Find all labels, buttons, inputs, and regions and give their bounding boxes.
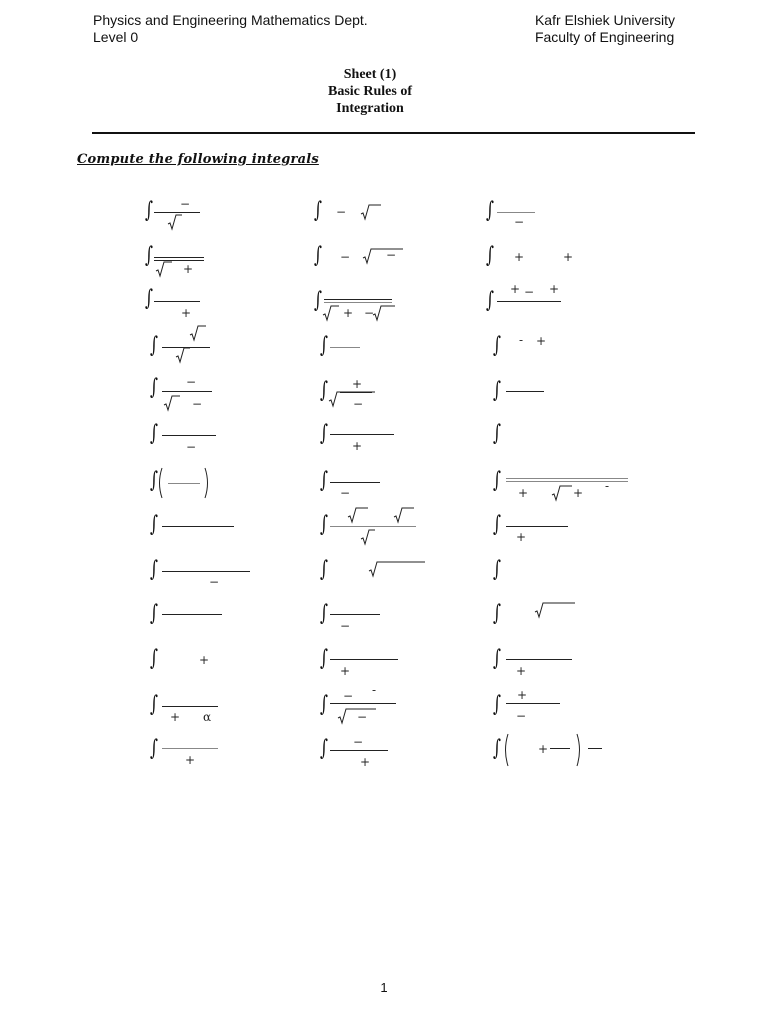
- integral-sign: ∫: [320, 692, 329, 717]
- integral-sign: ∫: [150, 736, 159, 761]
- radical-sign: [394, 508, 414, 522]
- fraction-bar: [324, 299, 392, 300]
- radical-sign: [363, 249, 403, 263]
- plus-glyph: +: [517, 688, 528, 702]
- integral-sign: ∫: [493, 421, 502, 446]
- fraction-bar: [330, 750, 388, 751]
- plus-glyph: +: [536, 334, 547, 348]
- integral-sign: ∫: [150, 557, 159, 582]
- plus-glyph: +: [510, 282, 521, 296]
- minus-glyph: −: [353, 735, 364, 749]
- fraction-bar: [330, 347, 360, 348]
- fraction-bar: [330, 526, 416, 527]
- fraction-bar: [497, 301, 561, 302]
- integral-sign: ∫: [150, 692, 159, 717]
- dash-glyph: -: [519, 333, 524, 347]
- plus-glyph: +: [340, 664, 351, 678]
- sheet-title-line1: Sheet (1): [343, 67, 397, 82]
- faculty-name: Faculty of Engineering: [534, 29, 675, 45]
- fraction-bar: [330, 482, 380, 483]
- integral-sign: ∫: [145, 286, 154, 311]
- integral-sign: ∫: [493, 378, 502, 403]
- minus-glyph: −: [357, 710, 368, 724]
- minus-glyph: −: [340, 486, 351, 500]
- fraction-bar: [506, 526, 568, 527]
- fraction-bar: [506, 391, 544, 392]
- integral-sign: ∫: [320, 601, 329, 626]
- integral-sign: ∫: [320, 736, 329, 761]
- plus-glyph: +: [185, 753, 196, 767]
- sheet-title-line2: Basic Rules of: [328, 84, 412, 99]
- minus-glyph: −: [186, 440, 197, 454]
- fraction-bar: [162, 614, 222, 615]
- fraction-bar: [506, 703, 560, 704]
- fraction-bar: [330, 614, 380, 615]
- integral-sign: ∫: [314, 198, 323, 223]
- minus-glyph: −: [209, 575, 220, 589]
- fraction-bar: [162, 391, 212, 392]
- dash-glyph: -: [372, 683, 377, 697]
- fraction-bar: [506, 481, 628, 482]
- integral-sign: ∫: [493, 736, 502, 761]
- fraction-bar: [330, 659, 398, 660]
- integral-sign: ∫: [145, 243, 154, 268]
- minus-glyph: −: [514, 215, 525, 229]
- integral-sign: ∫: [493, 646, 502, 671]
- integral-sign: ∫: [320, 468, 329, 493]
- fraction-bar: [162, 706, 218, 707]
- fraction-bar: [162, 571, 250, 572]
- minus-glyph: −: [516, 709, 527, 723]
- left-paren: [506, 734, 509, 766]
- fraction-bar: [154, 212, 200, 213]
- plus-glyph: +: [343, 306, 354, 320]
- integral-sign: ∫: [493, 601, 502, 626]
- minus-glyph: −: [524, 285, 535, 299]
- integral-sign: ∫: [150, 646, 159, 671]
- integral-sign: ∫: [320, 557, 329, 582]
- radical-sign: [156, 262, 172, 276]
- integral-sign: ∫: [314, 243, 323, 268]
- minus-glyph: −: [364, 306, 375, 320]
- plus-glyph: +: [516, 530, 527, 544]
- sheet-title-line3: Integration: [336, 101, 404, 116]
- integral-sign: ∫: [486, 198, 495, 223]
- radical-sign: [535, 603, 575, 617]
- integral-sign: ∫: [320, 378, 329, 403]
- dash-glyph: -: [605, 479, 610, 493]
- radical-sign: [168, 215, 182, 229]
- radical-sign: [176, 348, 190, 362]
- plus-glyph: +: [199, 653, 210, 667]
- minus-glyph: −: [192, 397, 203, 411]
- integral-sign: ∫: [493, 557, 502, 582]
- integral-sign: ∫: [493, 468, 502, 493]
- radical-sign: [164, 396, 180, 410]
- radical-sign: [552, 486, 572, 500]
- plus-glyph: +: [352, 377, 363, 391]
- fraction-bar: [154, 260, 204, 261]
- radical-sign: [190, 326, 206, 340]
- radical-sign: [369, 562, 425, 576]
- plus-glyph: +: [181, 306, 192, 320]
- fraction-bar: [162, 748, 218, 749]
- integral-sign: ∫: [320, 333, 329, 358]
- plus-glyph: +: [538, 742, 549, 756]
- fraction-bar: [330, 434, 394, 435]
- plus-glyph: +: [518, 486, 529, 500]
- minus-glyph: −: [186, 375, 197, 389]
- plus-glyph: +: [183, 262, 194, 276]
- integral-sign: ∫: [150, 512, 159, 537]
- radical-sign: [323, 306, 339, 320]
- minus-glyph: −: [340, 250, 351, 264]
- plus-glyph: +: [573, 486, 584, 500]
- minus-glyph: −: [343, 689, 354, 703]
- fraction-bar: [497, 212, 535, 213]
- fraction-bar: [162, 435, 216, 436]
- plus-glyph: +: [563, 250, 574, 264]
- integral-sign: ∫: [150, 421, 159, 446]
- right-paren: [205, 468, 208, 498]
- plus-glyph: +: [516, 664, 527, 678]
- plus-glyph: +: [549, 282, 560, 296]
- integral-sign: ∫: [320, 646, 329, 671]
- minus-glyph: −: [386, 248, 397, 262]
- radical-sign: [361, 530, 375, 544]
- level-label: Level 0: [93, 29, 139, 45]
- integral-sign: ∫: [493, 333, 502, 358]
- fraction-bar: [506, 478, 628, 479]
- left-paren: [160, 468, 163, 498]
- minus-glyph: −: [340, 619, 351, 633]
- integral-sign: ∫: [150, 468, 159, 493]
- fraction-bar: [330, 703, 396, 704]
- page-number: 1: [380, 980, 388, 995]
- university-name: Kafr Elshiek University: [534, 12, 675, 28]
- fraction-bar: [588, 748, 602, 749]
- integral-sign: ∫: [320, 512, 329, 537]
- integral-sign: ∫: [320, 421, 329, 446]
- integral-sign: ∫: [486, 243, 495, 268]
- integral-sign: ∫: [493, 692, 502, 717]
- integral-sign: ∫: [314, 288, 323, 313]
- radical-sign: [348, 508, 368, 522]
- plus-glyph: +: [360, 755, 371, 769]
- fraction-bar: [162, 526, 234, 527]
- integral-sign: ∫: [150, 333, 159, 358]
- radical-sign: [361, 205, 381, 219]
- fraction-bar: [168, 483, 200, 484]
- minus-glyph: −: [353, 397, 364, 411]
- integral-sign: ∫: [150, 601, 159, 626]
- plus-glyph: +: [514, 250, 525, 264]
- radical-sign: [373, 306, 395, 320]
- instruction-text: Compute the following integrals: [77, 152, 319, 167]
- plus-glyph: +: [170, 710, 181, 724]
- fraction-bar: [506, 659, 572, 660]
- right-paren: [577, 734, 580, 766]
- fraction-bar: [340, 392, 372, 393]
- fraction-bar: [154, 257, 204, 258]
- fraction-bar: [154, 301, 200, 302]
- integral-sign: ∫: [145, 198, 154, 223]
- department-name: Physics and Engineering Mathematics Dept.: [93, 12, 368, 28]
- radical-sign: [329, 392, 375, 406]
- plus-glyph: +: [352, 439, 363, 453]
- alpha-glyph: α: [203, 710, 212, 724]
- minus-glyph: −: [180, 197, 191, 211]
- fraction-bar: [162, 347, 210, 348]
- fraction-bar: [550, 748, 570, 749]
- integral-sign: ∫: [486, 288, 495, 313]
- fraction-bar: [324, 302, 392, 303]
- integral-sign: ∫: [150, 375, 159, 400]
- minus-glyph: −: [336, 205, 347, 219]
- integral-sign: ∫: [493, 512, 502, 537]
